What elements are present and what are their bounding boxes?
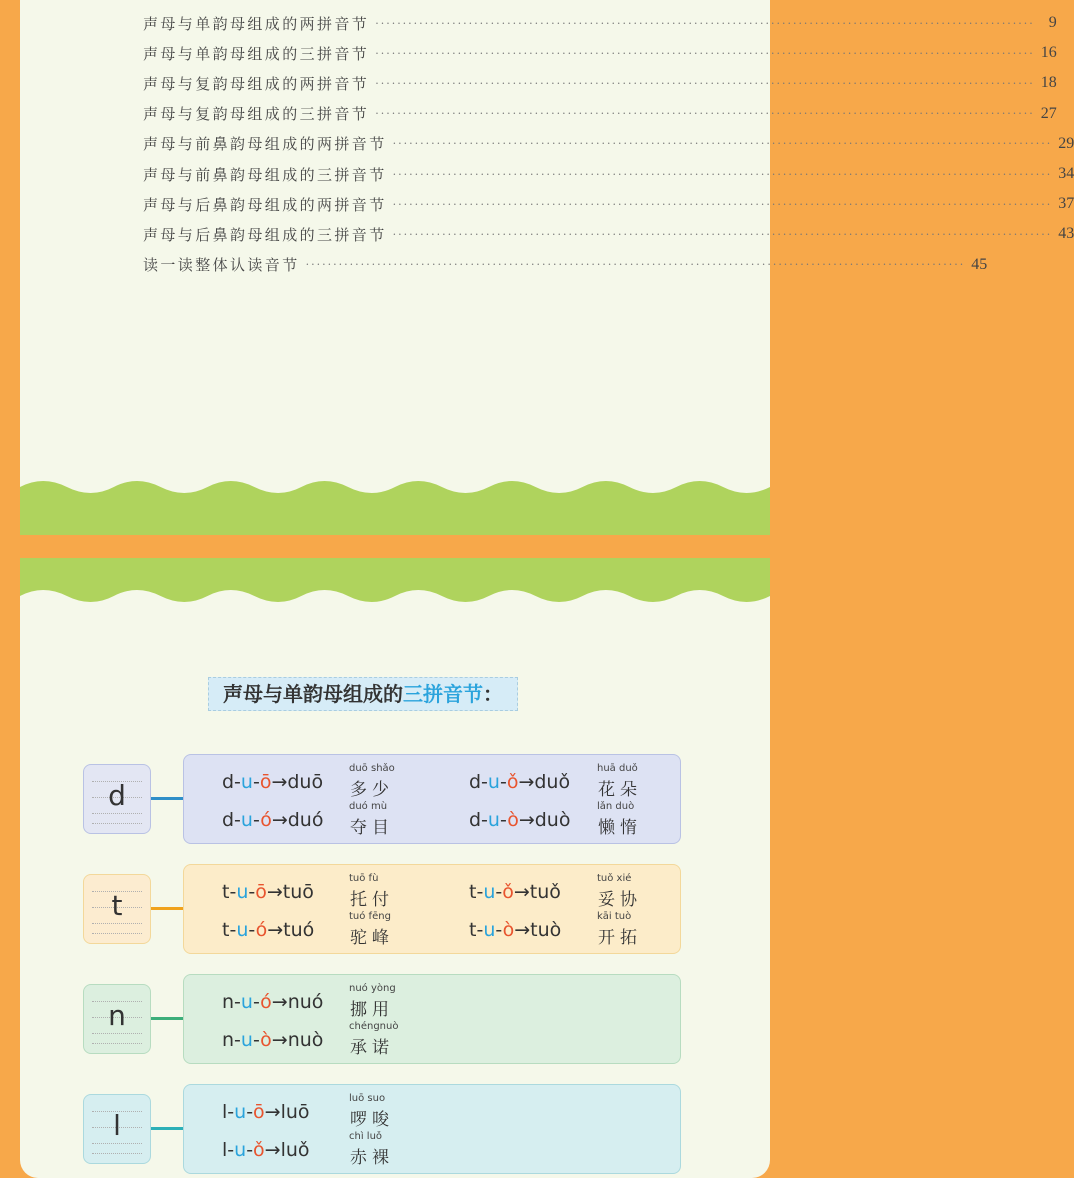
word-hanzi: 懒惰 [598, 818, 642, 838]
syllable-panel [183, 1084, 681, 1174]
connector-line [151, 1017, 184, 1020]
spelling-formula: l-u-ō→luō [222, 1101, 310, 1123]
spelling-formula: d-u-ǒ→duǒ [469, 771, 571, 793]
spelling-formula: n-u-ó→nuó [222, 991, 324, 1013]
spelling-formula: n-u-ò→nuò [222, 1029, 324, 1051]
guide-line [92, 1153, 142, 1154]
spelling-formula: d-u-ò→duò [469, 809, 571, 831]
word-pinyin: chéngnuò [349, 1021, 399, 1032]
word-hanzi: 挪用 [350, 1000, 394, 1020]
initial-letter: l [113, 1109, 121, 1142]
initial-letter-box [83, 1094, 151, 1164]
toc-row[interactable] [143, 163, 1074, 185]
connector-line [151, 797, 184, 800]
word-pinyin: kāi tuò [597, 911, 632, 922]
toc-row[interactable] [143, 193, 1074, 215]
guide-line [92, 923, 142, 924]
word-pinyin: huā duǒ [597, 763, 638, 774]
toc-title: 声母与单韵母组成的三拼音节 [143, 44, 370, 63]
toc-leader-dots: ························································································································ [375, 46, 1035, 60]
spelling-formula: t-u-ó→tuó [222, 919, 315, 941]
spelling-formula: l-u-ǒ→luǒ [222, 1139, 310, 1161]
spelling-formula: t-u-ò→tuò [469, 919, 562, 941]
toc-page-number: 34 [1058, 165, 1074, 182]
connector-line [151, 1127, 184, 1130]
toc-title: 声母与前鼻韵母组成的两拼音节 [143, 135, 387, 154]
toc-leader-dots: ························································································································ [392, 227, 1053, 241]
guide-line [92, 823, 142, 824]
word-pinyin: chì luǒ [349, 1131, 383, 1142]
word-pinyin: lǎn duò [597, 801, 635, 812]
word-hanzi: 赤裸 [350, 1148, 394, 1168]
word-hanzi: 托付 [350, 890, 394, 910]
spelling-formula: d-u-ō→duō [222, 771, 324, 793]
toc-page-number: 37 [1058, 195, 1074, 213]
toc-leader-dots: ························································································································ [392, 197, 1053, 211]
toc-page-number: 16 [1040, 44, 1057, 62]
initial-letter-box [83, 764, 151, 834]
spelling-formula: t-u-ǒ→tuǒ [469, 881, 561, 903]
toc-row[interactable] [143, 12, 1057, 34]
toc-row[interactable] [143, 133, 1074, 155]
word-hanzi: 多少 [350, 780, 394, 800]
connector-line [151, 907, 184, 910]
guide-line [92, 1143, 142, 1144]
toc-leader-dots: ························································································································ [392, 167, 1053, 181]
word-hanzi: 妥协 [598, 890, 642, 910]
word-pinyin: tuō fù [349, 873, 379, 884]
toc-title: 声母与复韵母组成的三拼音节 [143, 105, 370, 124]
initial-letter: t [111, 889, 123, 922]
toc-row[interactable] [143, 223, 1074, 245]
initial-letter-box [83, 874, 151, 944]
toc-title: 声母与后鼻韵母组成的两拼音节 [143, 195, 387, 214]
word-hanzi: 开拓 [598, 928, 642, 948]
toc-leader-dots: ························································································································ [375, 16, 1035, 30]
word-pinyin: tuǒ xié [597, 873, 632, 884]
green-wave-top [20, 558, 770, 618]
toc-row[interactable] [143, 254, 988, 276]
initial-letter: n [108, 999, 126, 1032]
word-pinyin: duō shǎo [349, 763, 395, 774]
toc-page-number: 27 [1040, 104, 1057, 122]
word-pinyin: tuó fēng [349, 911, 391, 922]
initial-letter: d [108, 779, 126, 812]
spelling-formula: t-u-ō→tuō [222, 881, 314, 903]
toc-title: 声母与单韵母组成的两拼音节 [143, 14, 370, 33]
guide-line [92, 813, 142, 814]
word-pinyin: nuó yòng [349, 983, 396, 994]
word-hanzi: 花朵 [598, 780, 642, 800]
guide-line [92, 933, 142, 934]
spelling-formula: d-u-ó→duó [222, 809, 324, 831]
word-hanzi: 夺目 [350, 818, 394, 838]
toc-leader-dots: ························································································································ [375, 76, 1035, 90]
syllable-panel [183, 974, 681, 1064]
toc-leader-dots: ························································································································ [305, 258, 966, 272]
word-pinyin: duó mù [349, 801, 388, 812]
toc-title: 声母与前鼻韵母组成的三拼音节 [143, 165, 387, 184]
guide-line [92, 1043, 142, 1044]
word-hanzi: 承诺 [350, 1038, 394, 1058]
toc-card [20, 0, 1074, 532]
word-hanzi: 驼峰 [350, 928, 394, 948]
syllable-panel [183, 754, 681, 844]
toc-page-number: 18 [1040, 74, 1057, 92]
toc-page-number: 43 [1058, 225, 1074, 243]
toc-leader-dots: ························································································································ [375, 107, 1035, 121]
toc-title: 声母与复韵母组成的两拼音节 [143, 74, 370, 93]
lesson-card [20, 558, 770, 1178]
word-hanzi: 啰唆 [350, 1110, 394, 1130]
toc-row[interactable] [143, 72, 1057, 94]
green-wave-bottom [20, 475, 770, 535]
toc-page-number: 29 [1058, 134, 1074, 152]
initial-letter-box [83, 984, 151, 1054]
toc-title: 读一读整体认读音节 [143, 256, 300, 275]
toc-page-number: 9 [1048, 14, 1057, 31]
section-title: 声母与单韵母组成的三拼音节： [208, 677, 518, 711]
toc-leader-dots: ························································································································ [392, 137, 1053, 151]
guide-line [92, 1033, 142, 1034]
toc-title: 声母与后鼻韵母组成的三拼音节 [143, 225, 387, 244]
toc-page-number: 45 [971, 255, 988, 273]
toc-row[interactable] [143, 103, 1057, 125]
syllable-panel [183, 864, 681, 954]
word-pinyin: luō suo [349, 1093, 386, 1104]
toc-row[interactable] [143, 42, 1057, 64]
